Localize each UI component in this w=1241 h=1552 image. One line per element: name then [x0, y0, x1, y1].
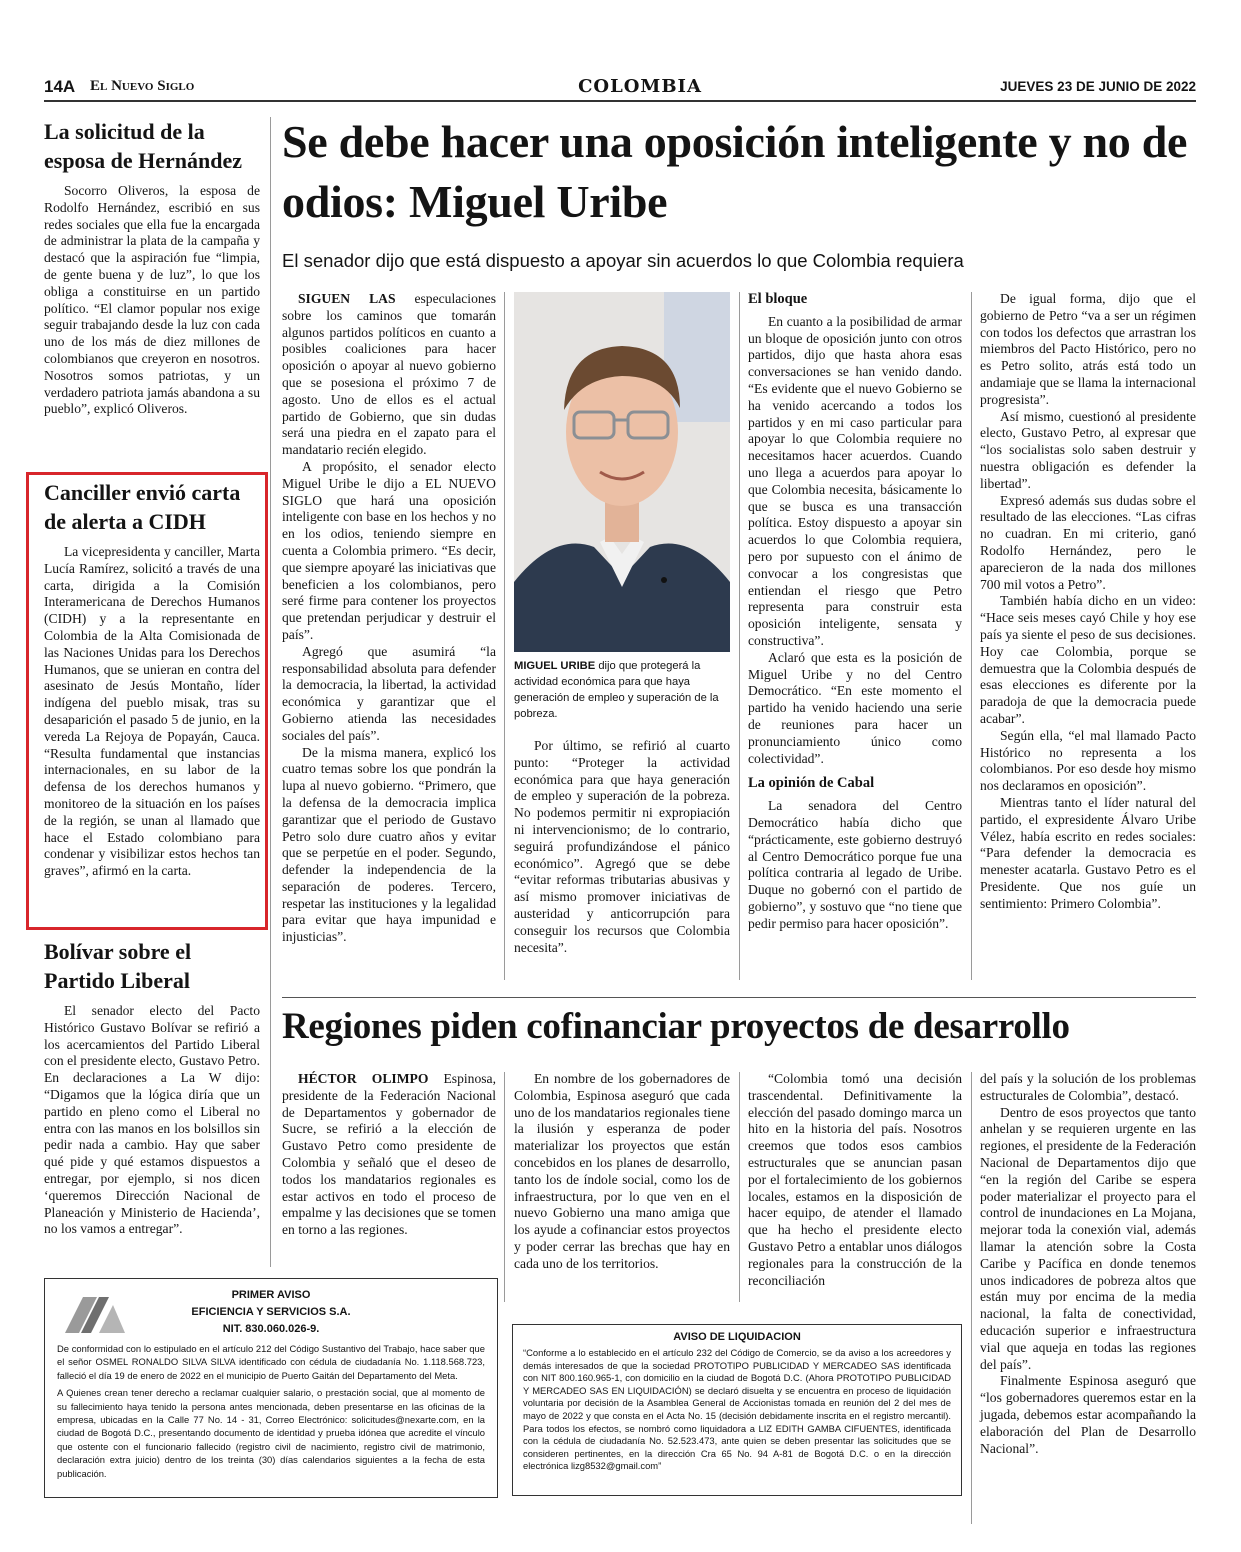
- company-logo: [63, 1293, 127, 1335]
- article-1-divider-1: [504, 292, 505, 980]
- article-1-col-2: [514, 738, 730, 956]
- sidebar-story-2-body: La vicepresidenta y canciller, Marta Lucía Ramírez, solicitó a través de una carta, dirigida a la Comisión Interamericana de Derechos Humanos (CIDH) y a la representante en Colombia de la Alta Comisionada de las Naciones Unidas para los Derechos Humanos, que se unieran en contra del asesinato de Jesús Montaño, líder indígena del pueblo misak, tras su desaparición el pasado 5 de junio, en la vereda La Rejoya de Popayán, Cauca. “Resulta fundamental que instancias internacionales, en su labor de la defensa de los derechos humanos y monitoreo de la situación en los países de la región, se unan al llamado que hace el Estado colombiano para condenar y visibilizar estos hechos tan graves”, afirmó en la carta.: [44, 544, 260, 879]
- article-1-col-4-p5: Mientras tanto el líder natural del partido, el expresidente Álvaro Uribe Vélez, había escrito en redes sociales: “Para defender la democracia es menester acatarla. Gustavo Petro es el Presidente. Que nos guíe un sentimiento: Primero Colombia”.: [980, 794, 1196, 911]
- header-rule: [44, 100, 1196, 102]
- article-2-col-3: [748, 1071, 962, 1289]
- notice-2-title: AVISO DE LIQUIDACION: [673, 1331, 801, 1343]
- subhead-opinion-cabal: La opinión de Cabal: [748, 775, 875, 792]
- article-1-col-3-p1: Aclaró que esta es la posición de Miguel Uribe y no del Centro Democrático. “En este momento el partido ha venido haciendo una serie de reuniones para hacer un pronunciamiento único como colectividad”.: [748, 649, 962, 766]
- article-1-col-3: [748, 291, 962, 932]
- article-1-col-4-p4: Según ella, “el mal llamado Pacto Histórico no representa a los colombianos. Por eso desde hoy mismo nos declaramos en oposición”.: [980, 727, 1196, 794]
- article-2-col-4-p2: Finalmente Espinosa aseguró que “los gobernadores queremos estar en la jugada, debemos estar acompañando la elaboración del Plan de Desarrollo Nacional”.: [980, 1373, 1196, 1456]
- article-1-subhead: El senador dijo que está dispuesto a apoyar sin acuerdos lo que Colombia requiera: [282, 250, 964, 271]
- article-1-col-1: [282, 291, 496, 946]
- article-2-divider-3: [971, 1072, 972, 1524]
- sidebar-story-2-title: Canciller envió carta de alerta a CIDH: [44, 480, 241, 534]
- section-name: COLOMBIA: [578, 76, 702, 97]
- page-number: 14A: [44, 77, 76, 96]
- sidebar-story-3-title: Bolívar sobre el Partido Liberal: [44, 939, 192, 993]
- photo-caption-text: dijo que protegerá la actividad económica para que haya generación de empleo y superación de la pobreza.: [514, 660, 719, 720]
- sidebar-story-1: [44, 117, 260, 418]
- article-2-divider-1: [504, 1072, 505, 1302]
- article-2-col-2: [514, 1071, 730, 1273]
- article-1-col-1-p1: A propósito, el senador electo Miguel Uribe le dijo a EL NUEVO SIGLO que hará una oposición inteligente con base en los hechos y no en los odios, teniendo siempre en cuenta a Colombia primero. “Es decir, que siempre apoyaré las iniciativas que beneficien a los colombianos, pero seré firme para contener los proyectos que pretendan perjudicar y destruir el país”.: [282, 458, 496, 642]
- article-2-col-1: [282, 1071, 496, 1239]
- article-1-divider-2: [739, 292, 740, 980]
- photo-caption-name: MIGUEL URIBE: [514, 660, 596, 672]
- article-1-col-3-p0: En cuanto a la posibilidad de armar un bloque de oposición junto con otros partidos, dijo que hasta ahora esas conversaciones se han venido dando. “Es evidente que el nuevo Gobierno se ha venido acercando a todos los partidos y en mi caso particular para apoyar lo que Colombia requiere no necesitamos hacer acuerdos. Cuando uno llega a acuerdos para apoyar lo que Colombia necesita, básicamente lo que se busca es una transacción política. Estoy dispuesto a apoyar sin acuerdos lo que Colombia requiera, pero por supuesto con el ánimo de convocar a los congresistas que entiendan el riesgo que Petro representa para construir esta oposición inteligente, sensata y constructiva”.: [748, 313, 962, 648]
- notice-primer-aviso: [44, 1278, 498, 1498]
- article-2-col-4-p1: Dentro de esos proyectos que tanto anhelan y se requieren urgente en las regiones, el presidente de la Federación Nacional de Departamentos dijo que “en la región del Caribe se espera poder materializar el proyecto para el control de inundaciones en La Mojana, mejorar toda la conexión vial, además llamar la atención sobre la Costa Caribe y Pacífica en donde tenemos unos indicadores de pobreza altos que están muy por encima de la media nacional, la falta de conectividad, educación superior e infraestructura vial que aqueja en todas las regiones del país”.: [980, 1104, 1196, 1372]
- sidebar-story-2: [44, 478, 260, 880]
- page-date: JUEVES 23 DE JUNIO DE 2022: [1000, 79, 1196, 94]
- article-2-headline: Regiones piden cofinanciar proyectos de desarrollo: [282, 1006, 1070, 1047]
- article-1-col-1-p2: Agregó que asumirá “la responsabilidad absoluta para defender la democracia, la libertad, la actividad económica y garantizar que el Gobierno atienda las necesidades sociales del país”.: [282, 643, 496, 743]
- article-1-headline: Se debe hacer una oposición inteligente y no de odios: Miguel Uribe: [282, 116, 1188, 227]
- article-1-col-4-p3: También había dicho en un video: “Hace seis meses cayó Chile y hoy ese país ya siente el peso de sus decisiones. Hoy cae Colombia, porque se demuestra que la Colombia después de esas elecciones es diferente por la paradoja de que la democracia puede acabar”.: [980, 593, 1196, 726]
- notice-aviso-liquidacion: [512, 1324, 962, 1496]
- article-1-col-1-p0: especulaciones sobre los caminos que tomarán algunos partidos políticos en cuanto a posibles coaliciones para hacer oposición o apoyar al nuevo gobierno que se posesiona el próximo 7 de agosto. Uno de ellos es el actual partido de Gobierno, que sin dudas será una piedra en el zapato para el mandatario recién elegido.: [282, 291, 496, 458]
- article-1-col-2-p0: Por último, se refirió al cuarto punto: “Proteger la actividad económica para que haya generación de empleo y superación de la pobreza. No podemos permitir ni expropiación ni intervencionismo; de lo contrario, seguirá profundizándose el pánico económico”. Agregó que se debe “evitar reformas tributarias abusivas y así mismo promover iniciativas de austeridad y anticorrupción para conseguir los recursos que Colombia necesita”.: [514, 738, 730, 955]
- notice-1-title: PRIMER AVISO: [231, 1289, 311, 1301]
- article-1-col-3-p2: La senadora del Centro Democrático había dicho que “prácticamente, este gobierno destruyó al Centro Democrático porque fue una política contraria al legado de Uribe. Duque no gobernó con el partido de gobierno”, y sostuvo que “no tiene que pedir permiso para hacer oposición”.: [748, 798, 962, 931]
- article-2-col-2-p0: En nombre de los gobernadores de Colombia, Espinosa aseguró que cada uno de los mandatarios regionales tiene la ilusión y esperanza de poder materializar los proyectos que están concebidos en los planes de desarrollo, tanto los de índole social, como los de infraestructura, por lo que ven en el nuevo Gobierno una mano amiga que los ayude a cofinanciar estos proyectos y poder cerrar las brechas que hay en cada uno de los territorios.: [514, 1071, 730, 1271]
- article-1-col-4-p1: Así mismo, cuestionó al presidente electo, Gustavo Petro, al expresar que “los socialistas solo saben destruir y nuestra obligación es defender la libertad”.: [980, 408, 1196, 491]
- notice-1-nit: NIT. 830.060.026-9.: [222, 1323, 320, 1335]
- notice-2-body: “Conforme a lo establecido en el artículo 232 del Código de Comercio, se da aviso a los acreedores y demás interesados de que la sociedad PROTOTIPO PUBLICIDAD Y MERCADEO SAS identificada con NIT 800.160.965-1, con domicilio en la ciudad de Bogotá D.C. (Ahora PROTOTIPO PUBLICIDAD Y MERCADEO SAS EN LIQUIDACIÓN) se declaró disuelta y se encuentra en proceso de liquidación voluntaria por decisión de la Asamblea General de Accionistas tomada en reunión del 2 del mes de mayo de 2022 y que consta en el Acta No. 15 (decisión debidamente inscrita en el registro mercantil). Para todos los efectos, se nombró como liquidadora a LIZ EDITH GAMBA CIFUENTES, identificada con la cédula de ciudadanía No. 52.523.473, ante quien se deben presentar las solicitudes que se consideren pertinentes, en la dirección Cra 65 No. 94 A-81 de Bogotá D.C. o en la dirección electrónica lizg8532@gmail.com”: [523, 1347, 951, 1472]
- newspaper-name: El Nuevo Siglo: [90, 78, 195, 94]
- sidebar-story-3: [44, 937, 260, 1238]
- article-1-col-4-p0: De igual forma, dijo que el gobierno de Petro “va a ser un régimen con todos los defectos que arrastran los miembros del Pacto Histórico, pero no es Petro solito, atrás está todo un andamiaje que se llama la internacional progresista”.: [980, 291, 1196, 407]
- article-2-divider-2: [739, 1072, 740, 1302]
- notice-1-company: EFICIENCIA Y SERVICIOS S.A.: [191, 1306, 351, 1318]
- subhead-el-bloque: El bloque: [748, 291, 808, 307]
- article-separator: [282, 997, 1196, 998]
- article-2-col-4-p0: del país y la solución de los problemas estructurales de Colombia”, destacó.: [980, 1071, 1196, 1103]
- sidebar-story-3-body: El senador electo del Pacto Histórico Gustavo Bolívar se refirió a los acercamientos del Partido Liberal con el presidente electo, Gustavo Petro. En declaraciones a La W dijo: “Digamos que la lógica diría que un partido en pleno como el Liberal no entra con las manos en los bolsillos sin pedir nada a cambio. Hay que saber qué pide y qué estamos dispuestos a entregar, por ejemplo, si nos dicen ‘queremos Dirección Nacional de Planeación y Ministerio de Hacienda’, no los vamos a entregar”.: [44, 1003, 260, 1237]
- article-1-col-1-p3: De la misma manera, explicó los cuatro temas sobre los que pondrán la lupa al nuevo gobierno. “Primero, que la defensa de la democracia implica garantizar que el periodo de Gustavo Petro solo dure cuatro años y evitar que se perpetúe en el poder. Segundo, defender la independencia de la separación de poderes. Tercero, respetar las instituciones y la legalidad para evitar que haya impunidad e injusticias”.: [282, 744, 496, 945]
- sidebar-story-1-body: Socorro Oliveros, la esposa de Rodolfo Hernández, escribió en sus redes sociales que ella fue la encargada de administrar la plata de la campaña y destacó que la aspiración fue “limpia, de gente buena y de luz”, lo que los obliga a constituirse en un partido político. “El clamor popular nos exige seguir trabajando desde la luz con cada uno de los más de diez millones de colombianos que creyeron en nosotros. Nosotros somos patriotas, y un verdadero patriota jamás abandona a su pueblo”, explicó Oliveros.: [44, 183, 260, 417]
- miguel-uribe-photo: [514, 292, 730, 652]
- article-2-col-3-p0: “Colombia tomó una decisión trascendental. Definitivamente la elección del pasado domingo marca un hito en la historia del país. Nosotros creemos que todos esos cambios estructurales que se anuncian pasan por el fortalecimiento de los gobiernos locales, estamos en la disposición de hacer equipo, de atender el llamado que ha hecho el presidente electo Gustavo Petro a entablar unos diálogos regionales para la construcción de la reconciliación: [748, 1071, 962, 1288]
- article-2-col-4: [980, 1071, 1196, 1457]
- notice-1-para-1: De conformidad con lo estipulado en el artículo 212 del Código Sustantivo del Trabajo, hace saber que el señor OSMEL RONALDO SILVA SILVA identificado con cédula de ciudadanía No. 1.118.568.723, falleció el día 19 de enero de 2022 en el municipio de Puerto Gaitán del Departamento del Meta.: [57, 1343, 485, 1381]
- notice-1-para-2: A Quienes crean tener derecho a reclamar cualquier salario, o prestación social, que al momento de su fallecimiento haya tenido la persona antes mencionada, deben presentarse en las oficinas de la empresa, ubicadas en la Calle 77 No. 14 - 31, Correo Electrónico: solicitudes@nexarte.com, en la ciudad de Bogotá D.C., presentando documento de identidad y prueba idónea que acredite el vínculo que ostente con el funcionario fallecido (registro civil de nacimiento, registro civil de matrimonio, declaración extra juicio) dentro de los treinta (30) días calendarios siguientes a la fecha de esta publicación.: [57, 1387, 485, 1479]
- sidebar-story-1-title: La solicitud de la esposa de Hernández: [44, 119, 242, 173]
- article-1-col-4: [980, 291, 1196, 912]
- article-1-col-4-p2: Expresó además sus dudas sobre el resultado de las elecciones. “Las cifras no cuadran. En mi criterio, ganó Rodolfo Hernández, pero le aparecieron de la nada dos millones 700 mil votos a Petro”.: [980, 492, 1196, 592]
- article-1-divider-3: [971, 292, 972, 980]
- page-header: [44, 76, 1196, 98]
- article-1-lead-caps: SIGUEN LAS: [298, 291, 396, 306]
- sidebar-divider: [270, 117, 271, 1267]
- photo-caption: [514, 658, 730, 722]
- article-2-col-1-p0: Espinosa, presidente de la Federación Nacional de Departamentos y gobernador de Sucre, se refirió a la elección de Gustavo Petro como presidente de Colombia y señaló que el deseo de todos los mandatarios regionales es estar activos en todo el proceso de empalme y las decisiones que se tomen en torno a las regiones.: [282, 1071, 496, 1238]
- article-2-lead-caps: HÉCTOR OLIMPO: [298, 1071, 429, 1086]
